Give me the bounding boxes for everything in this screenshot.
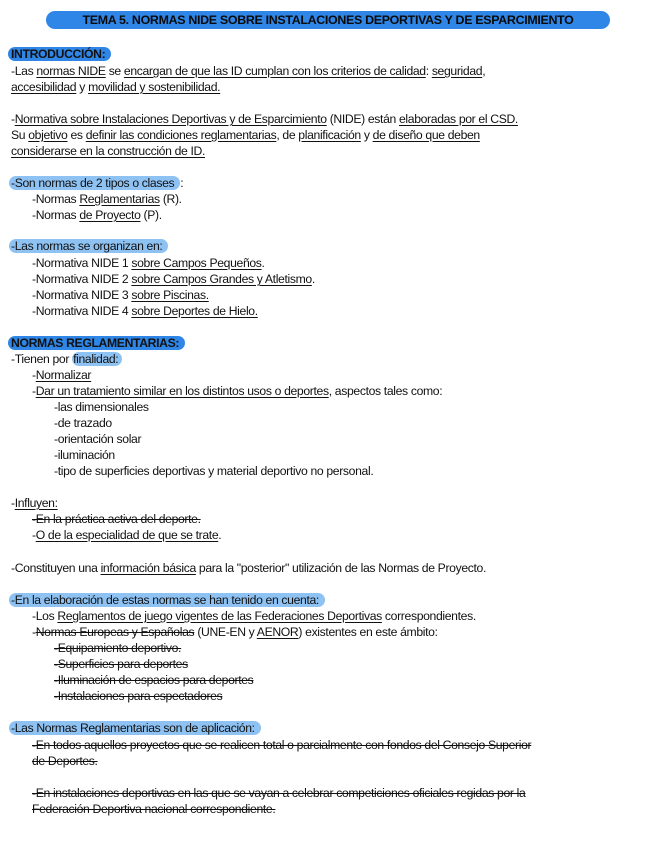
text: .: [311, 272, 315, 286]
intro-paragraph-1-line-1: [11, 64, 485, 79]
text: -Normas: [32, 208, 80, 222]
text: (UNE-EN y: [194, 625, 257, 639]
constituyen-line: [11, 561, 486, 576]
underlined-text: encargan de que las ID cumplan con los criterios de calidad: [123, 64, 426, 78]
underlined-text: normas NIDE: [36, 64, 106, 78]
underlined-text: sobre Campos Pequeños: [131, 256, 262, 270]
aspect-item: -iluminación: [54, 448, 115, 462]
apl-item-line: [32, 802, 275, 817]
text: -: [11, 112, 15, 126]
text: , de: [276, 128, 299, 142]
apl-item-line: [32, 786, 525, 801]
elab-sub-item: [54, 657, 188, 672]
text: se: [105, 64, 124, 78]
underlined-text: definir las condiciones reglamentarias: [85, 128, 277, 142]
text: -Normativa NIDE 4: [32, 304, 132, 318]
elab-sub-item: [54, 673, 253, 688]
text: ,: [482, 64, 486, 78]
influyen-line: [11, 496, 58, 511]
text: -Constituyen una: [11, 561, 101, 575]
underlined-text: elaboradas por el CSD.: [398, 112, 518, 126]
type-proyecto: [32, 208, 162, 223]
text: Su: [11, 128, 29, 142]
underlined-text: objetivo: [28, 128, 68, 142]
reg-heading: NORMAS REGLAMENTARIAS:: [8, 336, 185, 350]
text: , aspectos tales como:: [328, 384, 443, 398]
aspect-item: -de trazado: [54, 416, 112, 430]
struck-text: -En todos aquellos proyectos que se realicen total o parcialmente con fondos del Consejo Superior: [32, 738, 532, 752]
nide-item: [32, 256, 265, 271]
underlined-text: Reglamentos de juego vigentes de las Federaciones Deportivas: [57, 609, 382, 623]
text: y: [360, 128, 373, 142]
struck-text: -Iluminación de espacios para deportes: [54, 673, 254, 687]
underlined-text: sobre Deportes de Hielo.: [131, 304, 258, 318]
underlined-text: de diseño que deben: [372, 128, 480, 142]
highlighted-text: finalidad:: [72, 352, 122, 366]
text: -Normativa NIDE 3: [32, 288, 132, 302]
underlined-text: Normativa sobre Instalaciones Deportivas y de Esparcimiento: [14, 112, 327, 126]
elab-heading-line: [11, 593, 325, 608]
text: (R).: [159, 192, 182, 206]
text: -Normas: [32, 192, 80, 206]
text: :: [180, 176, 184, 190]
underlined-text: planificación: [298, 128, 361, 142]
aspect-item: -tipo de superficies deportivas y material deportivo no personal.: [54, 464, 374, 478]
underlined-text: Reglamentarias: [79, 192, 160, 206]
types-heading: -Son normas de 2 tipos o clases: [9, 176, 180, 190]
struck-text: -Equipamiento deportivo.: [54, 641, 182, 655]
underlined-text: información básica: [100, 561, 196, 575]
intro-paragraph-2-line-3: [11, 144, 205, 159]
struck-text: -En la práctica activa del deporte.: [32, 512, 201, 526]
underlined-text: O de la especialidad de que se trate: [35, 528, 219, 542]
text: :: [425, 64, 432, 78]
text: -: [11, 496, 15, 510]
struck-text: Normas Europeas y Españolas: [35, 625, 195, 639]
struck-text: de Deportes.: [32, 754, 98, 768]
text: -Tienen por: [11, 352, 73, 366]
struck-text: -Superficies para deportes: [54, 657, 188, 671]
aspect-item: -orientación solar: [54, 432, 142, 446]
normalizar-line: [32, 368, 91, 383]
text: .: [218, 528, 222, 542]
text: (P).: [140, 208, 162, 222]
text: ) existentes en este ámbito:: [298, 625, 438, 639]
aspect-item: -las dimensionales: [54, 400, 149, 414]
page-title: TEMA 5. NORMAS NIDE SOBRE INSTALACIONES DEPORTIVAS Y DE ESPARCIMIENTO: [46, 11, 610, 29]
intro-heading-line: [11, 47, 111, 62]
text: -Las: [11, 64, 37, 78]
text: -Normativa NIDE 2: [32, 272, 132, 286]
underlined-text: movilidad y sostenibilidad.: [88, 80, 221, 94]
elab-sub-item: [54, 689, 222, 704]
underlined-text: Influyen:: [14, 496, 58, 510]
underlined-text: Dar un tratamiento similar en los distintos usos o deportes: [35, 384, 329, 398]
text: -: [32, 625, 36, 639]
struck-text: -Instalaciones para espectadores: [54, 689, 223, 703]
apl-heading-line: [11, 721, 261, 736]
elab-heading: -En la elaboración de estas normas se han tenido en cuenta:: [9, 593, 325, 607]
types-heading-line: [11, 176, 183, 191]
struck-text: Federación Deportiva nacional correspondiente.: [32, 802, 276, 816]
intro-paragraph-2-line-2: [11, 128, 480, 143]
elab-item: [32, 609, 476, 624]
elab-item: [32, 625, 438, 640]
underlined-text: sobre Campos Grandes y Atletismo: [131, 272, 312, 286]
nide-item: [32, 304, 258, 319]
underlined-text: AENOR: [256, 625, 299, 639]
apl-heading: -Las Normas Reglamentarias son de aplicación:: [9, 721, 261, 735]
apl-item-line: [32, 738, 531, 753]
text: (NIDE) están: [326, 112, 399, 126]
text: correspondientes.: [381, 609, 476, 623]
apl-item-line: [32, 754, 98, 769]
influyen-item: [32, 512, 201, 527]
underlined-text: sobre Piscinas.: [131, 288, 209, 302]
underlined-text: Normalizar: [35, 368, 92, 382]
intro-paragraph-1-line-2: [11, 80, 220, 95]
underlined-text: considerarse en la construcción de ID.: [11, 144, 205, 158]
intro-heading: INTRODUCCIÓN:: [8, 47, 111, 61]
type-reglamentarias: [32, 192, 182, 207]
org-heading: -Las normas se organizan en:: [9, 239, 168, 253]
elab-sub-item: [54, 641, 181, 656]
nide-item: [32, 272, 315, 287]
underlined-text: seguridad: [431, 64, 483, 78]
text: es: [67, 128, 86, 142]
text: -: [32, 528, 36, 542]
influyen-item: [32, 528, 221, 543]
text: -Los: [32, 609, 58, 623]
text: -: [32, 384, 36, 398]
finalidad-line: [11, 352, 122, 367]
reg-heading-line: [11, 336, 185, 351]
text: -: [32, 368, 36, 382]
intro-paragraph-2-line-1: [11, 112, 518, 127]
text: y: [76, 80, 89, 94]
nide-item: [32, 288, 209, 303]
struck-text: -En instalaciones deportivas en las que se vayan a celebrar competiciones oficiales regidas por la: [32, 786, 526, 800]
tratamiento-line: [32, 384, 442, 399]
text: para la "posterior" utilización de las Normas de Proyecto.: [195, 561, 487, 575]
text: .: [261, 256, 265, 270]
underlined-text: de Proyecto: [79, 208, 141, 222]
text: -Normativa NIDE 1: [32, 256, 132, 270]
underlined-text: accesibilidad: [11, 80, 77, 94]
org-heading-line: [11, 239, 168, 254]
